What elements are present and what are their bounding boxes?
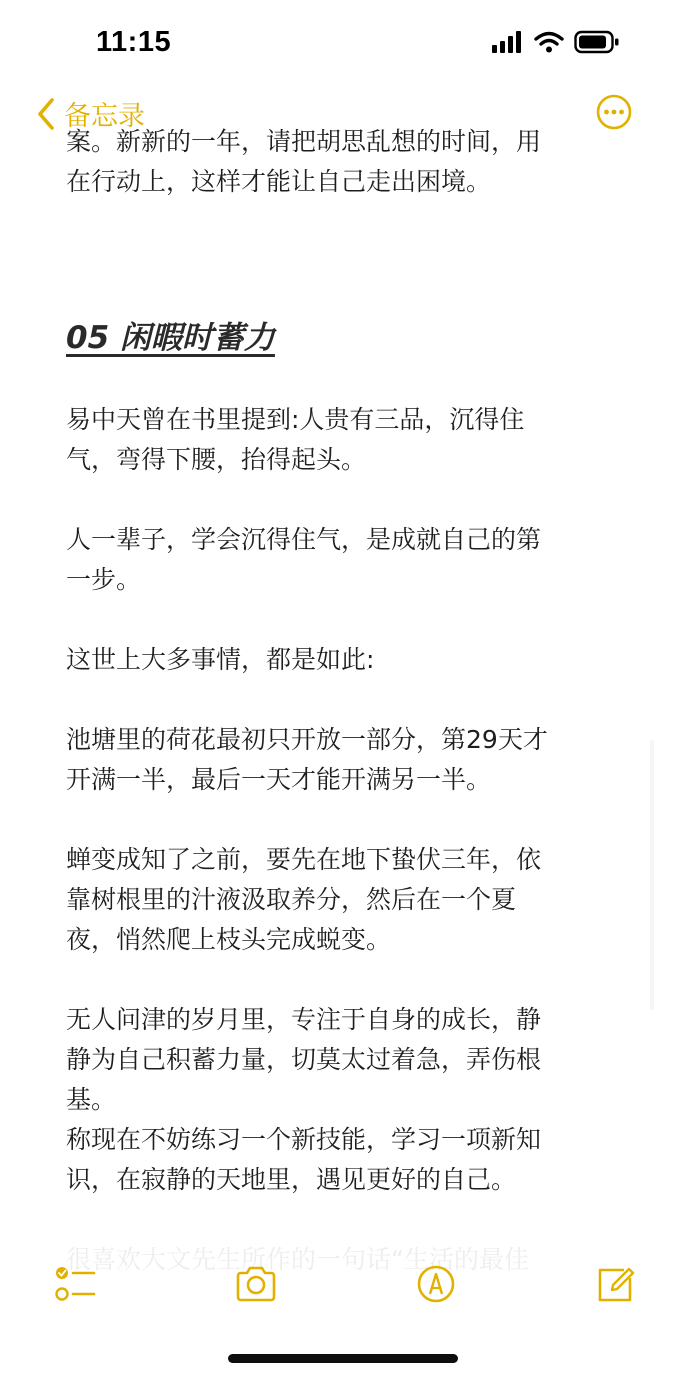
status-bar: [0, 0, 690, 86]
note-line: 池塘里的荷花最初只开放一部分，第29天才: [66, 725, 548, 754]
section-heading: 05 闲暇时蓄力: [66, 320, 275, 356]
note-line: 易中天曾在书里提到:人贵有三品，沉得住: [66, 405, 525, 434]
note-line: 这世上大多事情，都是如此:: [66, 645, 375, 674]
note-line: 案。新新的一年，请把胡思乱想的时间，用: [66, 127, 542, 156]
back-label: 备忘录: [64, 101, 145, 132]
note-line: 无人问津的岁月里，专注于自身的成长，静: [66, 1005, 542, 1034]
checklist-icon[interactable]: [54, 1264, 98, 1304]
note-line: 在行动上，这样才能让自己走出困境。: [66, 167, 492, 196]
note-line: 蝉变成知了之前，要先在地下蛰伏三年，依: [66, 845, 542, 874]
battery-icon: [574, 30, 620, 54]
note-line: 一步。: [66, 565, 142, 594]
note-body[interactable]: [66, 127, 626, 1246]
pen-markup-icon[interactable]: [414, 1264, 458, 1304]
cellular-signal-icon: [492, 31, 524, 53]
wifi-icon: [534, 31, 564, 53]
note-line: 称现在不妨练习一个新技能，学习一项新知: [66, 1125, 542, 1154]
home-indicator[interactable]: [228, 1354, 458, 1363]
compose-icon[interactable]: [594, 1264, 638, 1304]
status-icons: [492, 30, 620, 54]
status-time: 11:15: [96, 26, 172, 58]
note-line: 靠树根里的汁液汲取养分，然后在一个夏: [66, 885, 517, 914]
note-line: 人一辈子，学会沉得住气，是成就自己的第: [66, 525, 542, 554]
note-line: 静为自己积蓄力量，切莫太过着急，弄伤根: [66, 1045, 542, 1074]
scroll-indicator[interactable]: [650, 740, 654, 1010]
note-line: 夜，悄然爬上枝头完成蜕变。: [66, 925, 392, 954]
camera-icon[interactable]: [234, 1264, 278, 1304]
note-line: 基。: [66, 1085, 117, 1114]
note-text: [66, 122, 626, 1280]
note-line: 开满一半，最后一天才能开满另一半。: [66, 765, 492, 794]
note-line: 识，在寂静的天地里，遇见更好的自己。: [66, 1165, 517, 1194]
note-line: 气，弯得下腰，抬得起头。: [66, 445, 367, 474]
chevron-left-icon: [36, 97, 56, 131]
